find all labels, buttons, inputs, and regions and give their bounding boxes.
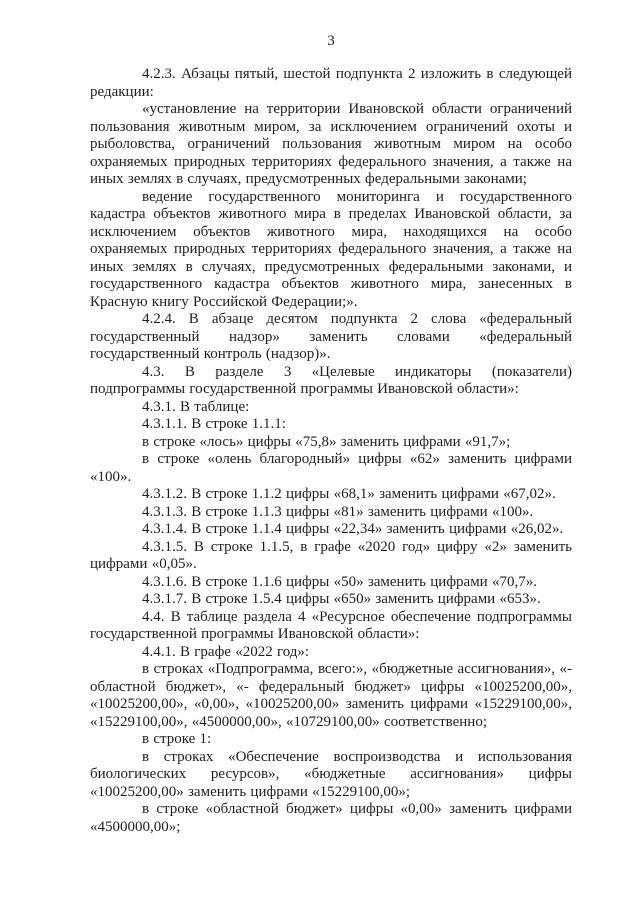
paragraph: в строке 1:: [142, 731, 212, 747]
paragraph: в строке «лось» цифры «75,8» заменить цифрами «91,7»;: [142, 433, 511, 450]
paragraph: 4.3.1.7. В строке 1.5.4 цифры «650» заменить цифрами «653».: [142, 591, 541, 607]
paragraph: 4.3.1.1. В строке 1.1.1:: [142, 416, 286, 432]
paragraph: 4.3.1.5. В строке 1.1.5, в графе «2020 год» цифру «2» заменить цифрами «0,05».: [90, 538, 572, 572]
paragraph: в строке «олень благородный» цифры «62» заменить цифрами «100».: [90, 451, 572, 485]
paragraph: в строках «Обеспечение воспроизводства и использования биологических ресурсов», «бюджетные ассигнования» цифры «10025200,00» заменить цифрами «15229100,00»;: [90, 748, 572, 800]
paragraph: 4.3.1. В таблице:: [142, 398, 250, 415]
page-number: 3: [327, 33, 335, 49]
paragraph: в строках «Подпрограмма, всего:», «бюджетные ассигнования», «- областной бюджет», «- федеральный бюджет» цифры «10025200,00», «10025200,00», «0,00», «10025200,00» заменить цифрами «15229100,00», «15229100,00», «4500000,00», «10729100,00» соответственно;: [90, 661, 572, 730]
paragraph: 4.3.1.2. В строке 1.1.2 цифры «68,1» заменить цифрами «67,02».: [142, 486, 556, 502]
document-body: [90, 66, 572, 836]
paragraph: 4.4.1. В графе «2022 год»:: [142, 643, 310, 660]
paragraph: в строке «областной бюджет» цифры «0,00» заменить цифрами «4500000,00»;: [90, 801, 572, 835]
paragraph: 4.3.1.6. В строке 1.1.6 цифры «50» заменить цифрами «70,7».: [142, 573, 537, 590]
paragraph: ведение государственного мониторинга и государственного кадастра объектов животного мира в пределах Ивановской области, за исключением объектов животного мира, находящихся на особо охраняемых природных территориях федерального значения, а также на иных землях в случаях, предусмотренных федеральными законами, и государственного кадастра объектов животного мира, занесенных в Красную книгу Российской Федерации;».: [90, 188, 572, 310]
paragraph: 4.3. В разделе 3 «Целевые индикаторы (показатели) подпрограммы государственной программы Ивановской области»:: [90, 363, 572, 397]
paragraph: 4.3.1.3. В строке 1.1.3 цифры «81» заменить цифрами «100».: [142, 503, 534, 520]
paragraph: 4.3.1.4. В строке 1.1.4 цифры «22,34» заменить цифрами «26,02».: [142, 521, 564, 537]
paragraph: 4.2.4. В абзаце десятом подпункта 2 слова «федеральный государственный надзор» заменить словами «федеральный государственный контроль (надзор)».: [90, 311, 572, 362]
paragraph: 4.4. В таблице раздела 4 «Ресурсное обеспечение подпрограммы государственной программы Ивановской области»:: [90, 608, 572, 642]
paragraph: «установление на территории Ивановской области ограничений пользования животным миром, за исключением ограничений охоты и рыболовства, ограничений пользования животным миром на особо охраняемых природных территориях федерального значения, а также на иных землях в случаях, предусмотренных федеральными законами;: [90, 101, 572, 187]
paragraph: 4.2.3. Абзацы пятый, шестой подпункта 2 изложить в следующей редакции:: [90, 66, 572, 100]
